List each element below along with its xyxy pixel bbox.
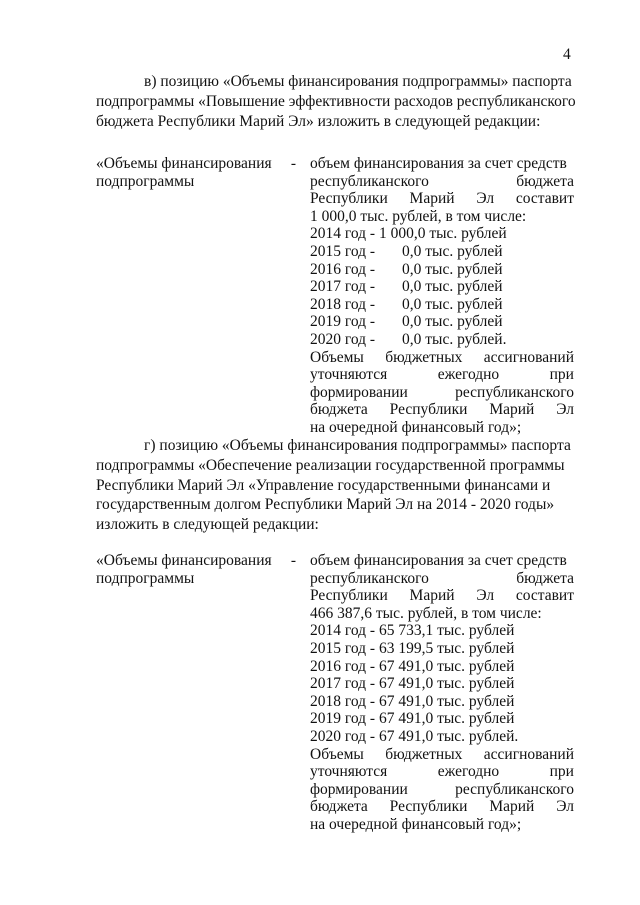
year-value: 0,0 тыс. рублей	[402, 313, 503, 331]
block-1-line: 1 000,0 тыс. рублей, в том числе:	[310, 207, 527, 225]
block-1-note-line	[310, 401, 574, 419]
word: Марий	[489, 401, 535, 419]
word: Республики	[389, 401, 468, 419]
year-label: 2016 год -	[310, 260, 376, 278]
year-row: 2014 год - 65 733,1 тыс. рублей	[310, 622, 515, 640]
word: Марий	[489, 798, 535, 816]
block-2-label	[96, 552, 296, 587]
word: Эл	[556, 401, 574, 419]
section-g-line: Республики Марий Эл «Управление государственными финансами и	[96, 476, 551, 494]
year-label: 2018 год -	[310, 295, 376, 313]
section-v-paragraph	[96, 72, 576, 131]
word: составит	[515, 190, 574, 208]
word: республиканского	[310, 569, 429, 587]
word: Эл	[476, 587, 495, 605]
year-value: 0,0 тыс. рублей	[402, 260, 503, 278]
year-row	[310, 278, 574, 296]
block-2-note-line	[310, 763, 574, 781]
block-2-content	[310, 552, 574, 834]
year-row	[310, 225, 574, 243]
year-value: 0,0 тыс. рублей	[402, 278, 503, 296]
block-1-label-text-2: подпрограммы	[96, 172, 195, 190]
year-row	[310, 296, 574, 314]
word: Эл	[476, 190, 495, 208]
year-row: 2015 год - 63 199,5 тыс. рублей	[310, 639, 515, 657]
page-number: 4	[563, 46, 571, 63]
block-1-line: объем финансирования за счет средств	[310, 155, 567, 172]
word: Республики	[389, 798, 468, 816]
year-label: 2014 год - 1 000,0 тыс. рублей	[310, 225, 507, 243]
word: бюджетных	[385, 348, 463, 366]
word: бюджетных	[385, 745, 463, 763]
word: ассигнований	[483, 348, 574, 366]
word: Республики	[310, 587, 388, 605]
block-1-content	[310, 155, 574, 437]
block-1-label-text: «Объемы финансирования	[96, 155, 272, 172]
block-2-label-text: «Объемы финансирования	[96, 552, 272, 569]
word: составит	[515, 587, 574, 605]
section-v-line: бюджета Республики Марий Эл» изложить в следующей редакции:	[96, 112, 541, 130]
section-v-line: в) позицию «Объемы финансирования подпрограммы» паспорта	[144, 73, 572, 90]
word: ежегодно	[437, 763, 500, 781]
year-label: 2019 год -	[310, 313, 376, 331]
block-2-line: объем финансирования за счет средств	[310, 552, 567, 569]
block-1-line	[310, 173, 574, 191]
word: уточняются	[310, 366, 388, 384]
section-g-line: государственным долгом Республики Марий Эл на 2014 - 2020 годы»	[96, 496, 555, 514]
word: Объемы	[310, 348, 364, 366]
word: Объемы	[310, 745, 364, 763]
word: при	[549, 366, 574, 384]
block-1-label	[96, 155, 296, 190]
year-row	[310, 331, 574, 349]
word: бюджета	[310, 401, 368, 419]
word: формировании	[310, 383, 408, 401]
block-1-line	[310, 190, 574, 208]
block-1-label-dash: -	[290, 155, 296, 172]
year-value: 0,0 тыс. рублей.	[402, 330, 507, 348]
year-row	[310, 313, 574, 331]
block-2-note-line: на очередной финансовый год»;	[310, 815, 522, 833]
word: Эл	[556, 798, 574, 816]
block-2-line	[310, 570, 574, 588]
year-row: 2018 год - 67 491,0 тыс. рублей	[310, 692, 515, 710]
word: бюджета	[516, 172, 574, 190]
block-1-note-line	[310, 384, 574, 402]
section-g-paragraph	[96, 436, 572, 535]
word: республиканского	[310, 172, 429, 190]
section-g-line: подпрограммы «Обеспечение реализации государственной программы	[96, 456, 565, 474]
word: формировании	[310, 780, 408, 798]
section-g-line: изложить в следующей редакции:	[96, 516, 319, 534]
year-row: 2016 год - 67 491,0 тыс. рублей	[310, 657, 515, 675]
block-2-line: 466 387,6 тыс. рублей, в том числе:	[310, 604, 542, 622]
year-row: 2020 год - 67 491,0 тыс. рублей.	[310, 727, 519, 745]
block-2-note-line	[310, 746, 574, 764]
year-row	[310, 243, 574, 261]
year-value: 0,0 тыс. рублей	[402, 295, 503, 313]
section-v-line: подпрограммы «Повышение эффективности расходов республиканского	[96, 92, 576, 110]
block-2-note-line	[310, 798, 574, 816]
block-1-note-line	[310, 349, 574, 367]
block-2-line	[310, 587, 574, 605]
word: Марий	[409, 190, 455, 208]
block-2-note-line	[310, 781, 574, 799]
year-label: 2017 год -	[310, 278, 376, 296]
section-g-line: г) позицию «Объемы финансирования подпрограммы» паспорта	[144, 437, 571, 454]
block-1-note-line	[310, 366, 574, 384]
word: бюджета	[310, 798, 368, 816]
year-row: 2017 год - 67 491,0 тыс. рублей	[310, 675, 515, 693]
word: бюджета	[516, 569, 574, 587]
block-2-label-text-2: подпрограммы	[96, 569, 195, 587]
word: республиканского	[455, 383, 574, 401]
year-label: 2015 год -	[310, 242, 376, 260]
word: Марий	[409, 587, 455, 605]
word: ежегодно	[437, 366, 500, 384]
word: уточняются	[310, 763, 388, 781]
block-2-label-dash: -	[290, 552, 296, 569]
year-value: 0,0 тыс. рублей	[402, 242, 503, 260]
year-row	[310, 261, 574, 279]
block-1-note-line: на очередной финансовый год»;	[310, 418, 522, 436]
word: ассигнований	[483, 745, 574, 763]
year-row: 2019 год - 67 491,0 тыс. рублей	[310, 710, 515, 728]
word: Республики	[310, 190, 388, 208]
word: при	[549, 763, 574, 781]
year-label: 2020 год -	[310, 330, 376, 348]
word: республиканского	[455, 780, 574, 798]
